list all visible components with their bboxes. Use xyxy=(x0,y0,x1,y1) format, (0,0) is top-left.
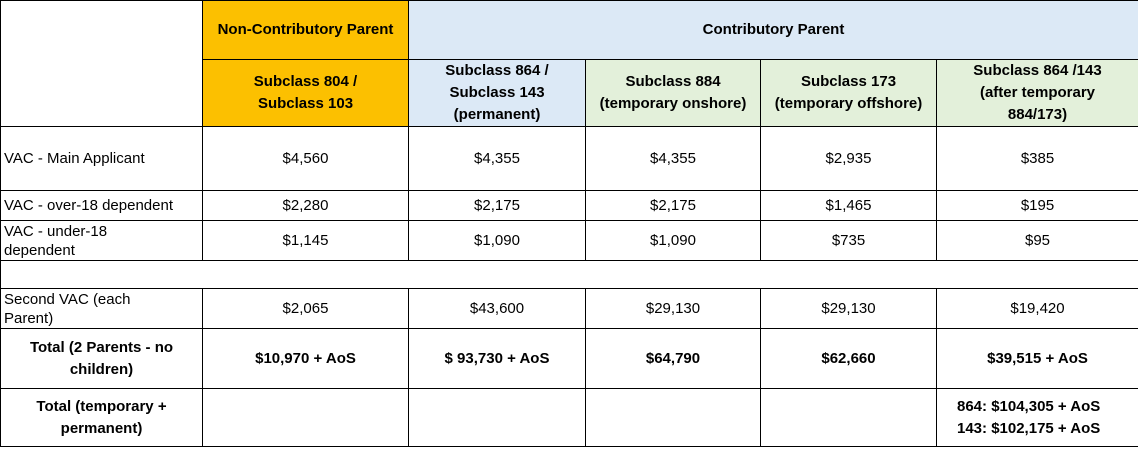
col-header-173 xyxy=(761,60,937,127)
row-label: VAC - Main Applicant xyxy=(1,127,203,191)
col-header-864-143-permanent xyxy=(409,60,586,127)
header-line: Subclass 143 xyxy=(449,84,545,101)
table-cell: $ 93,730 + AoS xyxy=(409,329,586,389)
table-cell xyxy=(409,389,586,447)
table-cell: $385 xyxy=(937,127,1138,191)
total-line: 864: $104,305 + AoS xyxy=(957,397,1101,415)
row-label xyxy=(1,221,203,261)
table-cell: $19,420 xyxy=(937,289,1138,329)
header-line: (after temporary xyxy=(979,84,1096,101)
blank-cell xyxy=(1,261,1138,289)
table-cell: $2,175 xyxy=(586,191,761,221)
table-row-main-applicant xyxy=(1,127,1138,191)
table-cell: $64,790 xyxy=(586,329,761,389)
header-line: (temporary offshore) xyxy=(774,95,923,112)
label-line: Parent) xyxy=(4,309,54,327)
table-cell: $195 xyxy=(937,191,1138,221)
header-line: Subclass 864 / xyxy=(445,62,549,79)
table-row-second-vac xyxy=(1,289,1138,329)
table-cell xyxy=(586,389,761,447)
label-line: VAC - under-18 xyxy=(4,222,108,240)
table-cell: $2,065 xyxy=(203,289,409,329)
table-cell: $39,515 + AoS xyxy=(937,329,1138,389)
table-cell: $4,355 xyxy=(586,127,761,191)
table-row-total-temporary-permanent xyxy=(1,389,1138,447)
table-row-total-2-parents xyxy=(1,329,1138,389)
table-cell: $2,935 xyxy=(761,127,937,191)
header-line: Subclass 173 xyxy=(800,73,897,90)
header-line: Subclass 864 /143 xyxy=(973,62,1102,79)
table-row-under-18 xyxy=(1,221,1138,261)
noncontrib-group-header: Non-Contributory Parent xyxy=(203,1,409,60)
table-cell-combined-total xyxy=(937,389,1138,447)
col-header-884 xyxy=(586,60,761,127)
header-line: Subclass 103 xyxy=(257,95,354,112)
table-cell: $29,130 xyxy=(761,289,937,329)
table-row-over-18 xyxy=(1,191,1138,221)
table-cell: $29,130 xyxy=(586,289,761,329)
label-line: Total (2 Parents - no xyxy=(29,338,174,356)
table-cell: $1,145 xyxy=(203,221,409,261)
label-line: permanent) xyxy=(60,419,143,437)
total-line: 143: $102,175 + AoS xyxy=(957,419,1101,437)
header-line: Subclass 804 / xyxy=(253,73,358,90)
table-cell: $1,090 xyxy=(586,221,761,261)
row-label xyxy=(1,329,203,389)
header-line: 884/173) xyxy=(1007,106,1068,123)
row-label xyxy=(1,289,203,329)
table-cell: $735 xyxy=(761,221,937,261)
table-cell: $1,465 xyxy=(761,191,937,221)
table-cell: $95 xyxy=(937,221,1138,261)
label-line: dependent xyxy=(4,241,75,259)
table-cell: $1,090 xyxy=(409,221,586,261)
label-line: Total (temporary + xyxy=(36,397,167,415)
table-cell: $4,355 xyxy=(409,127,586,191)
header-group-row xyxy=(1,1,1138,60)
table-cell: $10,970 + AoS xyxy=(203,329,409,389)
header-line: Subclass 884 xyxy=(625,73,721,90)
table-cell xyxy=(761,389,937,447)
table-cell: $2,280 xyxy=(203,191,409,221)
table-cell: $2,175 xyxy=(409,191,586,221)
header-line: (permanent) xyxy=(453,106,541,123)
table-cell: $62,660 xyxy=(761,329,937,389)
col-header-804-103 xyxy=(203,60,409,127)
header-line: (temporary onshore) xyxy=(599,95,747,112)
col-header-864-143-after-temporary xyxy=(937,60,1138,127)
corner-cell xyxy=(1,1,203,127)
contrib-group-header: Contributory Parent xyxy=(409,1,1138,60)
table-cell xyxy=(203,389,409,447)
table-cell: $4,560 xyxy=(203,127,409,191)
table-row-blank xyxy=(1,261,1138,289)
label-line: children) xyxy=(69,360,134,378)
table-cell: $43,600 xyxy=(409,289,586,329)
label-line: Second VAC (each xyxy=(4,290,131,308)
row-label: VAC - over-18 dependent xyxy=(1,191,203,221)
row-label xyxy=(1,389,203,447)
